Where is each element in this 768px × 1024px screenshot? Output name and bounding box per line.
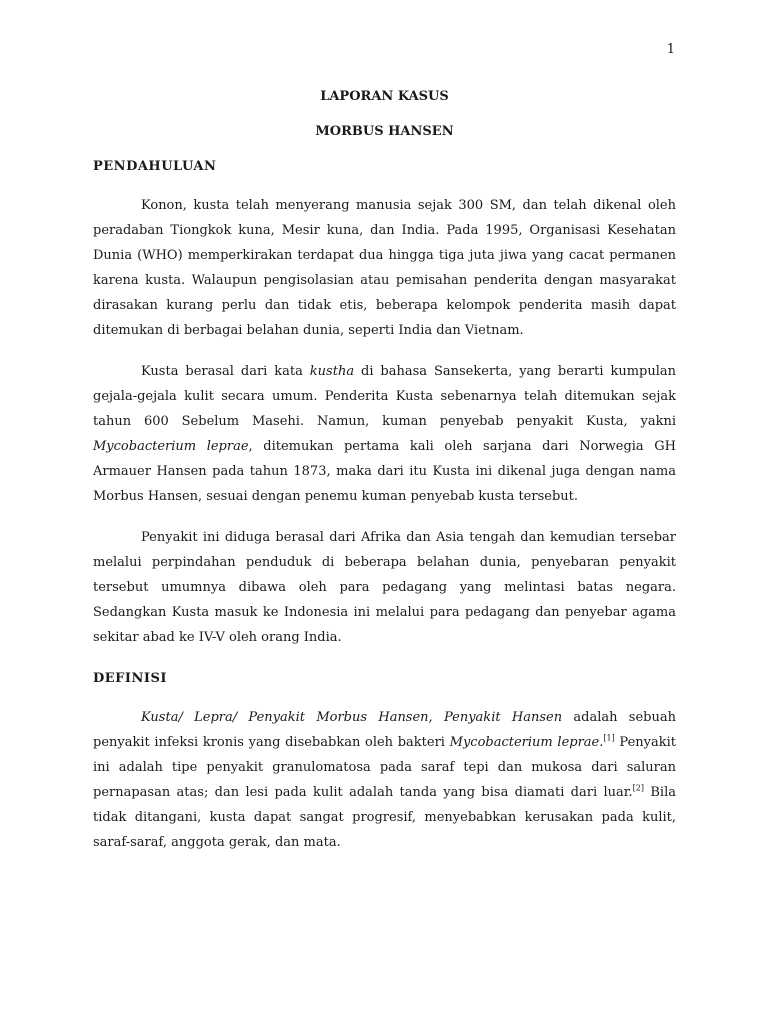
italic-term-mycobacterium: Mycobacterium leprae [93,439,249,454]
document-body [93,88,676,871]
italic-term-names: Kusta/ Lepra/ Penyakit Morbus Hansen, Penyakit Hansen [141,710,563,725]
page-number: 1 [666,42,675,57]
italic-term-kustha: kustha [309,364,355,379]
text-run: Penyakit ini adalah tipe penyakit granulomatosa pada saraf tepi dan mukosa dari saluran pernapasan atas; dan lesi pada kulit adalah tanda yang bisa diamati dari luar. [93,735,676,800]
text-run: Bila tidak ditangani, kusta dapat sangat progresif, menyebabkan kerusakan pada kulit, saraf-saraf, anggota gerak, dan mata. [93,785,676,850]
italic-term-mycobacterium: Mycobacterium leprae. [449,735,604,750]
paragraph-pendahuluan-1: Konon, kusta telah menyerang manusia sejak 300 SM, dan telah dikenal oleh peradaban Tiongkok kuna, Mesir kuna, dan India. Pada 1995, Organisasi Kesehatan Dunia (WHO) memperkirakan terdapat dua hingga tiga juta jiwa yang cacat permanen karena kusta. Walaupun pengisolasian atau pemisahan penderita dengan masyarakat dirasakan kurang perlu dan tidak etis, beberapa kelompok penderita masih dapat ditemukan di berbagai belahan dunia, seperti India dan Vietnam. [93,198,676,338]
paragraph-pendahuluan-2 [93,359,676,509]
text-run: Kusta berasal dari kata [141,364,310,379]
paragraph-definisi-1 [93,705,676,855]
text-run: , ditemukan pertama kali oleh sarjana dari Norwegia GH Armauer Hansen pada tahun 1873, maka dari itu Kusta ini dikenal juga dengan nama Morbus Hansen, sesuai dengan penemu kuman penyebab kusta tersebut. [93,439,676,504]
paragraph-pendahuluan-3: Penyakit ini diduga berasal dari Afrika dan Asia tengah dan kemudian tersebar melalui perpindahan penduduk di beberapa belahan dunia, penyebaran penyakit tersebut umumnya dibawa oleh para pedagang yang melintasi batas negara. Sedangkan Kusta masuk ke Indonesia ini melalui para pedagang dan penyebar agama sekitar abad ke IV-V oleh orang India. [93,530,676,645]
text-run: adalah sebuah penyakit infeksi kronis yang disebabkan oleh bakteri [93,710,676,750]
citation-ref-2[interactable]: [2] [632,783,645,793]
section-heading-definisi: DEFINISI [93,671,167,686]
document-subtitle: MORBUS HANSEN [315,124,454,139]
section-heading-pendahuluan: PENDAHULUAN [93,159,217,174]
document-title: LAPORAN KASUS [320,89,449,104]
citation-ref-1[interactable]: [1] [603,733,615,743]
section-pendahuluan [93,158,676,650]
text-run: di bahasa Sansekerta, yang berarti kumpulan gejala-gejala kulit secara umum. Penderita Kusta sebenarnya telah ditemukan sejak tahun 600 Sebelum Masehi. Namun, kuman penyebab penyakit Kusta, yakni [93,364,676,429]
section-definisi [93,670,676,855]
